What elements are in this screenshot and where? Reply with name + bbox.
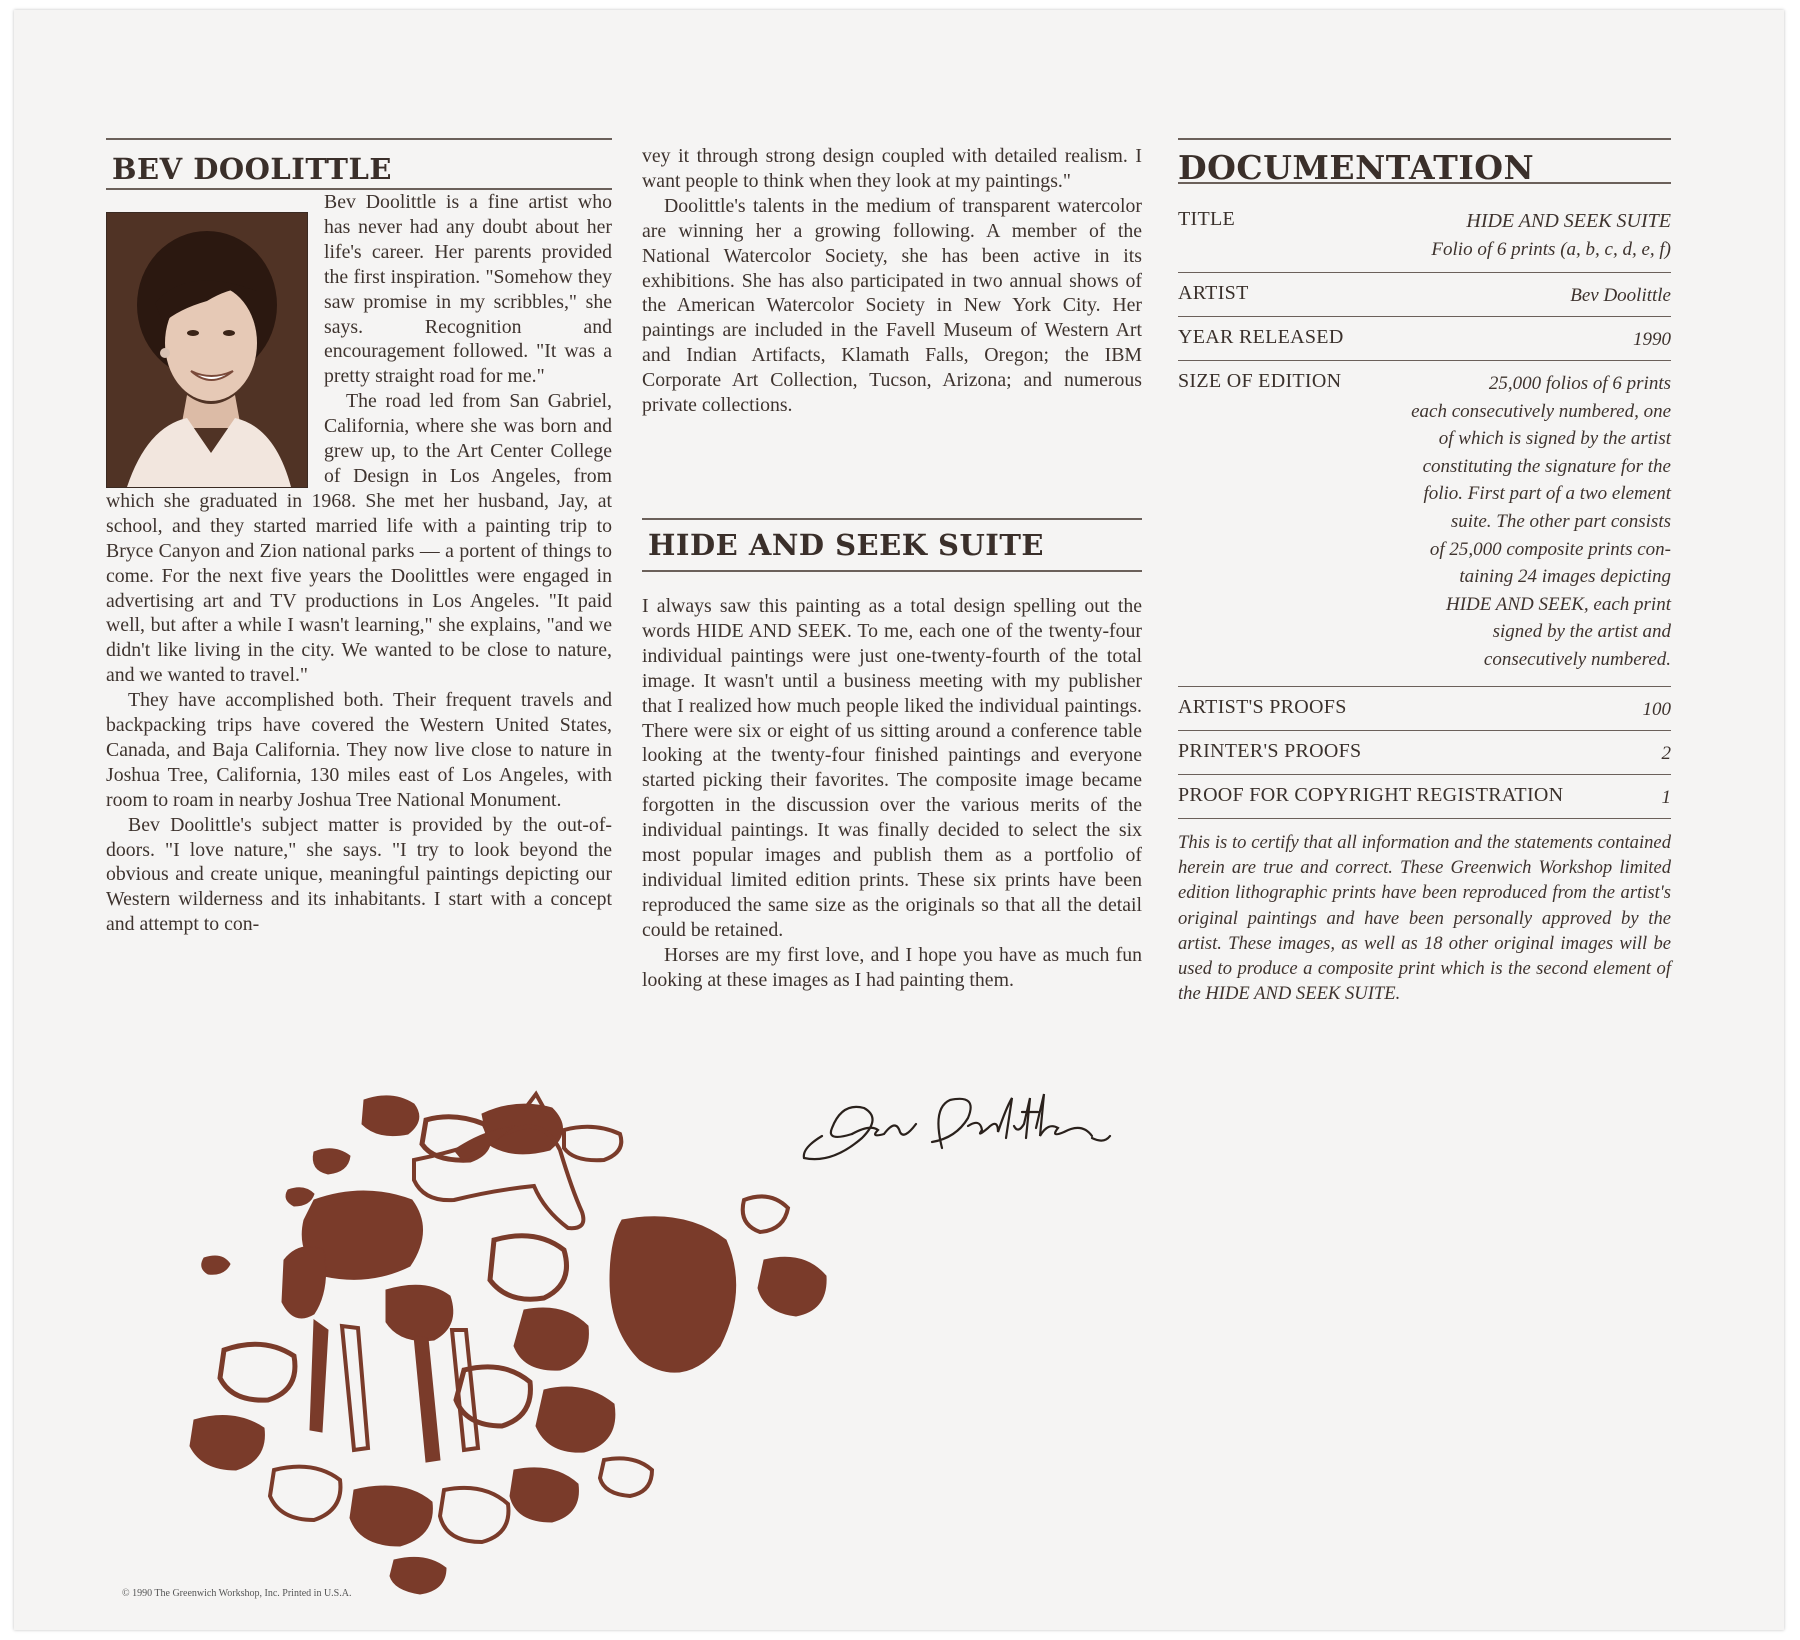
artist-heading: BEV DOOLITTLE <box>112 152 392 186</box>
doc-value-year <box>1633 326 1671 354</box>
documentation-heading: DOCUMENTATION <box>1178 148 1535 187</box>
doc-value-printers-proofs <box>1662 740 1672 768</box>
heading-rule-top <box>106 138 612 140</box>
doc-value-edition-size <box>1411 370 1671 674</box>
doc-value-artist <box>1570 282 1671 310</box>
doc-value-title <box>1431 208 1671 263</box>
doc-value-line: consecutively numbered. <box>1483 648 1671 670</box>
suite-heading-rule-top <box>642 518 1142 520</box>
doc-label-artists-proofs: ARTIST'S PROOFS <box>1178 696 1347 718</box>
doc-row-edition-size <box>1178 370 1671 680</box>
doc-row-divider <box>1178 316 1671 317</box>
suite-heading-rule-bottom <box>642 570 1142 572</box>
doc-value-line: Folio of 6 prints (a, b, c, d, e, f) <box>1431 238 1671 260</box>
doc-label-artist: ARTIST <box>1178 282 1249 304</box>
doc-row-artists-proofs <box>1178 696 1671 726</box>
doc-row-divider <box>1178 818 1671 819</box>
doc-value-line: 1 <box>1661 787 1671 808</box>
doc-label-copyright-proof: PROOF FOR COPYRIGHT REGISTRATION <box>1178 784 1564 806</box>
doc-row-artist <box>1178 282 1671 312</box>
bio-paragraph-3: They have accomplished both. Their frequent travels and backpacking trips have covered the Western United States, Canada, and Baja California. They now live close to nature in Joshua Tree, California, 130 miles east of Los Angeles, with room to roam in nearby Joshua Tree National Monument. <box>106 689 612 811</box>
doc-row-divider <box>1178 272 1671 273</box>
suite-paragraph-1: I always saw this painting as a total design spelling out the words HIDE AND SEEK. To me, each one of the twenty-four individual paintings were just one-twenty-fourth of the total image. It wasn't until a business meeting with my publisher that I realized how much people liked the individual paintings. There were six or eight of us sitting around a conference table looking at the twenty-four finished paintings and everyone started picking their favorites. The composite image became forgotten in the discussion over the various merits of the individual paintings. It was finally decided to select the six most popular images and publish them as a portfolio of individual limited edition prints. These six prints have been reproduced the same size as the originals so that all the detail could be retained. <box>642 595 1142 941</box>
doc-row-divider <box>1178 686 1671 687</box>
doc-value-line: constituting the signature for the <box>1422 455 1671 477</box>
doc-value-line: folio. First part of a two element <box>1423 483 1671 505</box>
doc-row-year <box>1178 326 1671 356</box>
doc-value-line: 1990 <box>1633 329 1671 350</box>
middle-column-bottom <box>642 594 1142 993</box>
doc-label-edition-size: SIZE OF EDITION <box>1178 370 1342 392</box>
doc-row-title <box>1178 208 1671 268</box>
doc-row-copyright-proof <box>1178 784 1671 814</box>
doc-label-year: YEAR RELEASED <box>1178 326 1344 348</box>
doc-value-line: HIDE AND SEEK SUITE <box>1466 210 1671 232</box>
doc-value-artists-proofs <box>1643 696 1672 724</box>
doc-value-line: suite. The other part consists <box>1450 510 1671 532</box>
suite-paragraph-2: Horses are my first love, and I hope you have as much fun looking at these images as I had painting them. <box>642 943 1142 991</box>
doc-value-line: 2 <box>1661 743 1671 764</box>
doc-value-line: Bev Doolittle <box>1570 285 1671 306</box>
doc-value-line: taining 24 images depicting <box>1459 566 1671 588</box>
middle-column-top <box>642 144 1142 418</box>
document-sheet <box>14 10 1784 1630</box>
copyright-footer: © 1990 The Greenwich Workshop, Inc. Printed in U.S.A. <box>122 1588 352 1599</box>
doc-value-copyright-proof <box>1662 784 1672 812</box>
certification-text: This is to certify that all information and the statements contained herein are true and correct. These Greenwich Workshop limited edition lithographic prints have been reproduced from the artist's original paintings and have been personally approved by the artist. These images, as well as 18 other original images will be used to produce a composite print which is the second element of the HIDE AND SEEK SUITE. <box>1178 832 1671 1005</box>
doc-heading-rule-bottom <box>1178 182 1671 184</box>
bio-paragraph-1: Bev Doolittle is a fine artist who has never had any doubt about her life's career. Her parents provided the first inspiration. "Somehow they saw promise in my scribbles," she says. Recognition and encouragement followed. "It was a pretty straight road for me." <box>324 191 612 388</box>
suite-heading: HIDE AND SEEK SUITE <box>648 528 1045 562</box>
doc-value-line: 100 <box>1642 699 1671 720</box>
bio-paragraph-2: The road led from San Gabriel, California, where she was born and grew up, to the Art Center College of Design in Los Angeles, from which she graduated in 1968. She met her husband, Jay, at school, and they started married life with a painting trip to Bryce Canyon and Zion national parks — a portent of things to come. For the next five years the Doolittles were engaged in advertising art and TV productions in Los Angeles. "It paid well, but after a while I wasn't learning," she explains, "and we didn't like living in the city. We wanted to be close to nature, and we wanted to travel." <box>106 390 612 687</box>
doc-row-divider <box>1178 360 1671 361</box>
doc-value-line: of which is signed by the artist <box>1438 428 1671 450</box>
doc-value-line: HIDE AND SEEK, each print <box>1446 593 1671 615</box>
bio-paragraph-4: Bev Doolittle's subject matter is provided by the out-of-doors. "I love nature," she says. "I try to look beyond the obvious and create unique, meaningful paintings depicting our Western wilderness and its inhabitants. I start with a concept and attempt to con- <box>106 813 612 936</box>
talents-paragraph: Doolittle's talents in the medium of transparent watercolor are winning her a growing following. A member of the National Watercolor Society, she has been active in its exhibitions. She has also participated in two annual shows of the American Watercolor Society in New York City. Her paintings are included in the Favell Museum of Western Art and Indian Artifacts, Klamath Falls, Oregon; the IBM Corporate Art Collection, Tucson, Arizona; and numerous private collections. <box>642 194 1142 417</box>
doc-label-title: TITLE <box>1178 208 1236 230</box>
left-column-text-wrap <box>106 190 612 937</box>
doc-label-printers-proofs: PRINTER'S PROOFS <box>1178 740 1362 762</box>
doc-heading-rule-top <box>1178 138 1671 140</box>
doc-value-line: of 25,000 composite prints con- <box>1429 538 1671 560</box>
bio-continued-paragraph: vey it through strong design coupled with detailed realism. I want people to think when they look at my paintings." <box>642 145 1142 192</box>
doc-row-printers-proofs <box>1178 740 1671 770</box>
doc-value-line: 25,000 folios of 6 prints <box>1488 373 1671 394</box>
horse-and-rocks-illustration <box>164 1090 884 1605</box>
doc-row-divider <box>1178 774 1671 775</box>
doc-value-line: signed by the artist and <box>1492 621 1671 643</box>
doc-value-line: each consecutively numbered, one <box>1411 400 1671 422</box>
doc-row-divider <box>1178 730 1671 731</box>
